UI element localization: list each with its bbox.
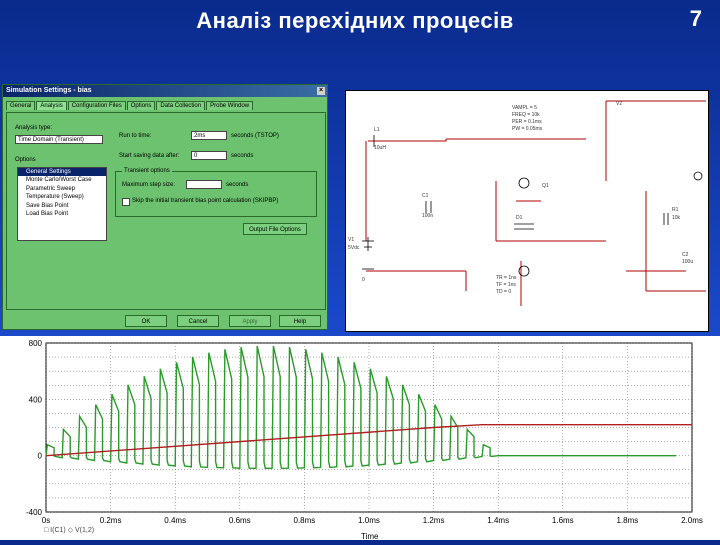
output-file-options-button[interactable]: Output File Options <box>243 223 307 235</box>
options-list <box>17 167 107 241</box>
schematic-label: Q1 <box>542 183 549 189</box>
schematic-label: 10uH <box>374 145 386 151</box>
schematic-label: FREQ = 10k <box>512 112 540 118</box>
tab-probe-window[interactable]: Probe Window <box>206 101 253 110</box>
run-to-label: Run to time: <box>119 133 152 139</box>
schematic-label: 0 <box>362 277 365 283</box>
schematic-label: 5Vdc <box>348 245 360 251</box>
analysis-type-select[interactable]: Time Domain (Transient) <box>15 135 103 144</box>
option-item[interactable]: Temperature (Sweep) <box>26 194 84 201</box>
schematic-label: PER = 0.1ms <box>512 119 542 125</box>
max-step-unit: seconds <box>226 182 249 188</box>
schematic-label: PW = 0.05ms <box>512 126 543 132</box>
skip-bias-checkbox[interactable] <box>122 198 130 206</box>
dialog-title: Simulation Settings - bias <box>6 87 92 94</box>
tab-configuration-files[interactable]: Configuration Files <box>68 101 126 110</box>
schematic-label: R1 <box>672 207 679 213</box>
apply-button[interactable]: Apply <box>229 315 271 327</box>
x-tick-label: 0.4ms <box>164 516 187 525</box>
max-step-label: Maximum step size: <box>122 182 176 188</box>
option-item[interactable]: Load Bias Point <box>26 210 69 217</box>
x-tick-label: 1.4ms <box>487 516 510 525</box>
help-button[interactable]: Help <box>279 315 321 327</box>
close-icon[interactable]: × <box>318 87 324 94</box>
y-tick-label: 800 <box>28 339 42 348</box>
x-tick-label: 1.8ms <box>616 516 639 525</box>
schematic-label: D1 <box>516 215 523 221</box>
option-item[interactable]: Parametric Sweep <box>26 185 76 192</box>
schematic-label: C1 <box>422 193 429 199</box>
dialog-tabs <box>6 101 324 110</box>
x-tick-label: 1.6ms <box>551 516 574 525</box>
start-saving-input[interactable]: 0 <box>191 151 227 160</box>
x-tick-label: 0.2ms <box>99 516 122 525</box>
simulation-settings-dialog <box>2 84 328 330</box>
option-item[interactable]: Monte Carlo/Worst Case <box>26 177 92 184</box>
option-item[interactable]: General Settings <box>18 168 106 176</box>
option-item[interactable]: Save Bias Point <box>26 202 69 209</box>
tab-options[interactable]: Options <box>127 101 156 110</box>
x-tick-label: 0.6ms <box>228 516 251 525</box>
schematic-label: VAMPL = 5 <box>512 105 537 111</box>
schematic-label: TR = 1ns <box>496 275 517 281</box>
dialog-titlebar <box>3 85 327 97</box>
cancel-button[interactable]: Cancel <box>177 315 219 327</box>
analysis-type-label: Analysis type: <box>15 125 53 131</box>
schematic-label: 10k <box>672 215 681 221</box>
schematic-label: L1 <box>374 127 380 133</box>
ok-button[interactable]: OK <box>125 315 167 327</box>
run-to-input[interactable]: 2ms <box>191 131 227 140</box>
start-saving-label: Start saving data after: <box>119 153 180 159</box>
x-axis-label: Time <box>361 532 379 540</box>
schematic-label: V2 <box>616 101 623 107</box>
y-tick-label: 0 <box>37 451 42 461</box>
legend-entry: □ I(C1) ◇ V(1,2) <box>44 527 95 534</box>
schematic-label: 100n <box>422 213 434 219</box>
analysis-panel <box>6 112 326 310</box>
circuit-schematic <box>345 90 709 332</box>
schematic-label: C2 <box>682 252 689 258</box>
max-step-input[interactable] <box>186 180 222 189</box>
skip-bias-label: Skip the initial transient bias point calculation (SKIPBP) <box>132 198 279 204</box>
x-tick-label: 1.2ms <box>422 516 445 525</box>
run-to-unit: seconds (TSTOP) <box>231 133 279 139</box>
transient-options-label: Transient options <box>124 168 170 174</box>
options-label: Options <box>15 157 36 163</box>
transient-options-group <box>115 168 317 217</box>
schematic-label: TD = 0 <box>496 289 512 295</box>
x-tick-label: 0.8ms <box>293 516 316 525</box>
schematic-label: V1 <box>348 237 355 243</box>
schematic-label: TF = 1ns <box>496 282 516 288</box>
chart-svg <box>0 336 720 540</box>
tab-general[interactable]: General <box>6 101 35 110</box>
tab-analysis[interactable]: Analysis <box>36 101 66 110</box>
start-saving-unit: seconds <box>231 153 254 159</box>
schematic-label: 100u <box>682 259 694 265</box>
transient-chart <box>0 336 720 540</box>
y-tick-label: 400 <box>28 395 42 405</box>
x-tick-label: 1.0ms <box>358 516 380 525</box>
slide-title: Аналіз перехідних процесів <box>196 8 514 33</box>
tab-data-collection[interactable]: Data Collection <box>156 101 205 110</box>
x-tick-label: 0s <box>41 516 51 525</box>
slide-number: 7 <box>689 6 702 31</box>
x-tick-label: 2.0ms <box>681 516 703 525</box>
schematic-drawing <box>346 91 708 331</box>
y-tick-label: -400 <box>25 508 42 517</box>
